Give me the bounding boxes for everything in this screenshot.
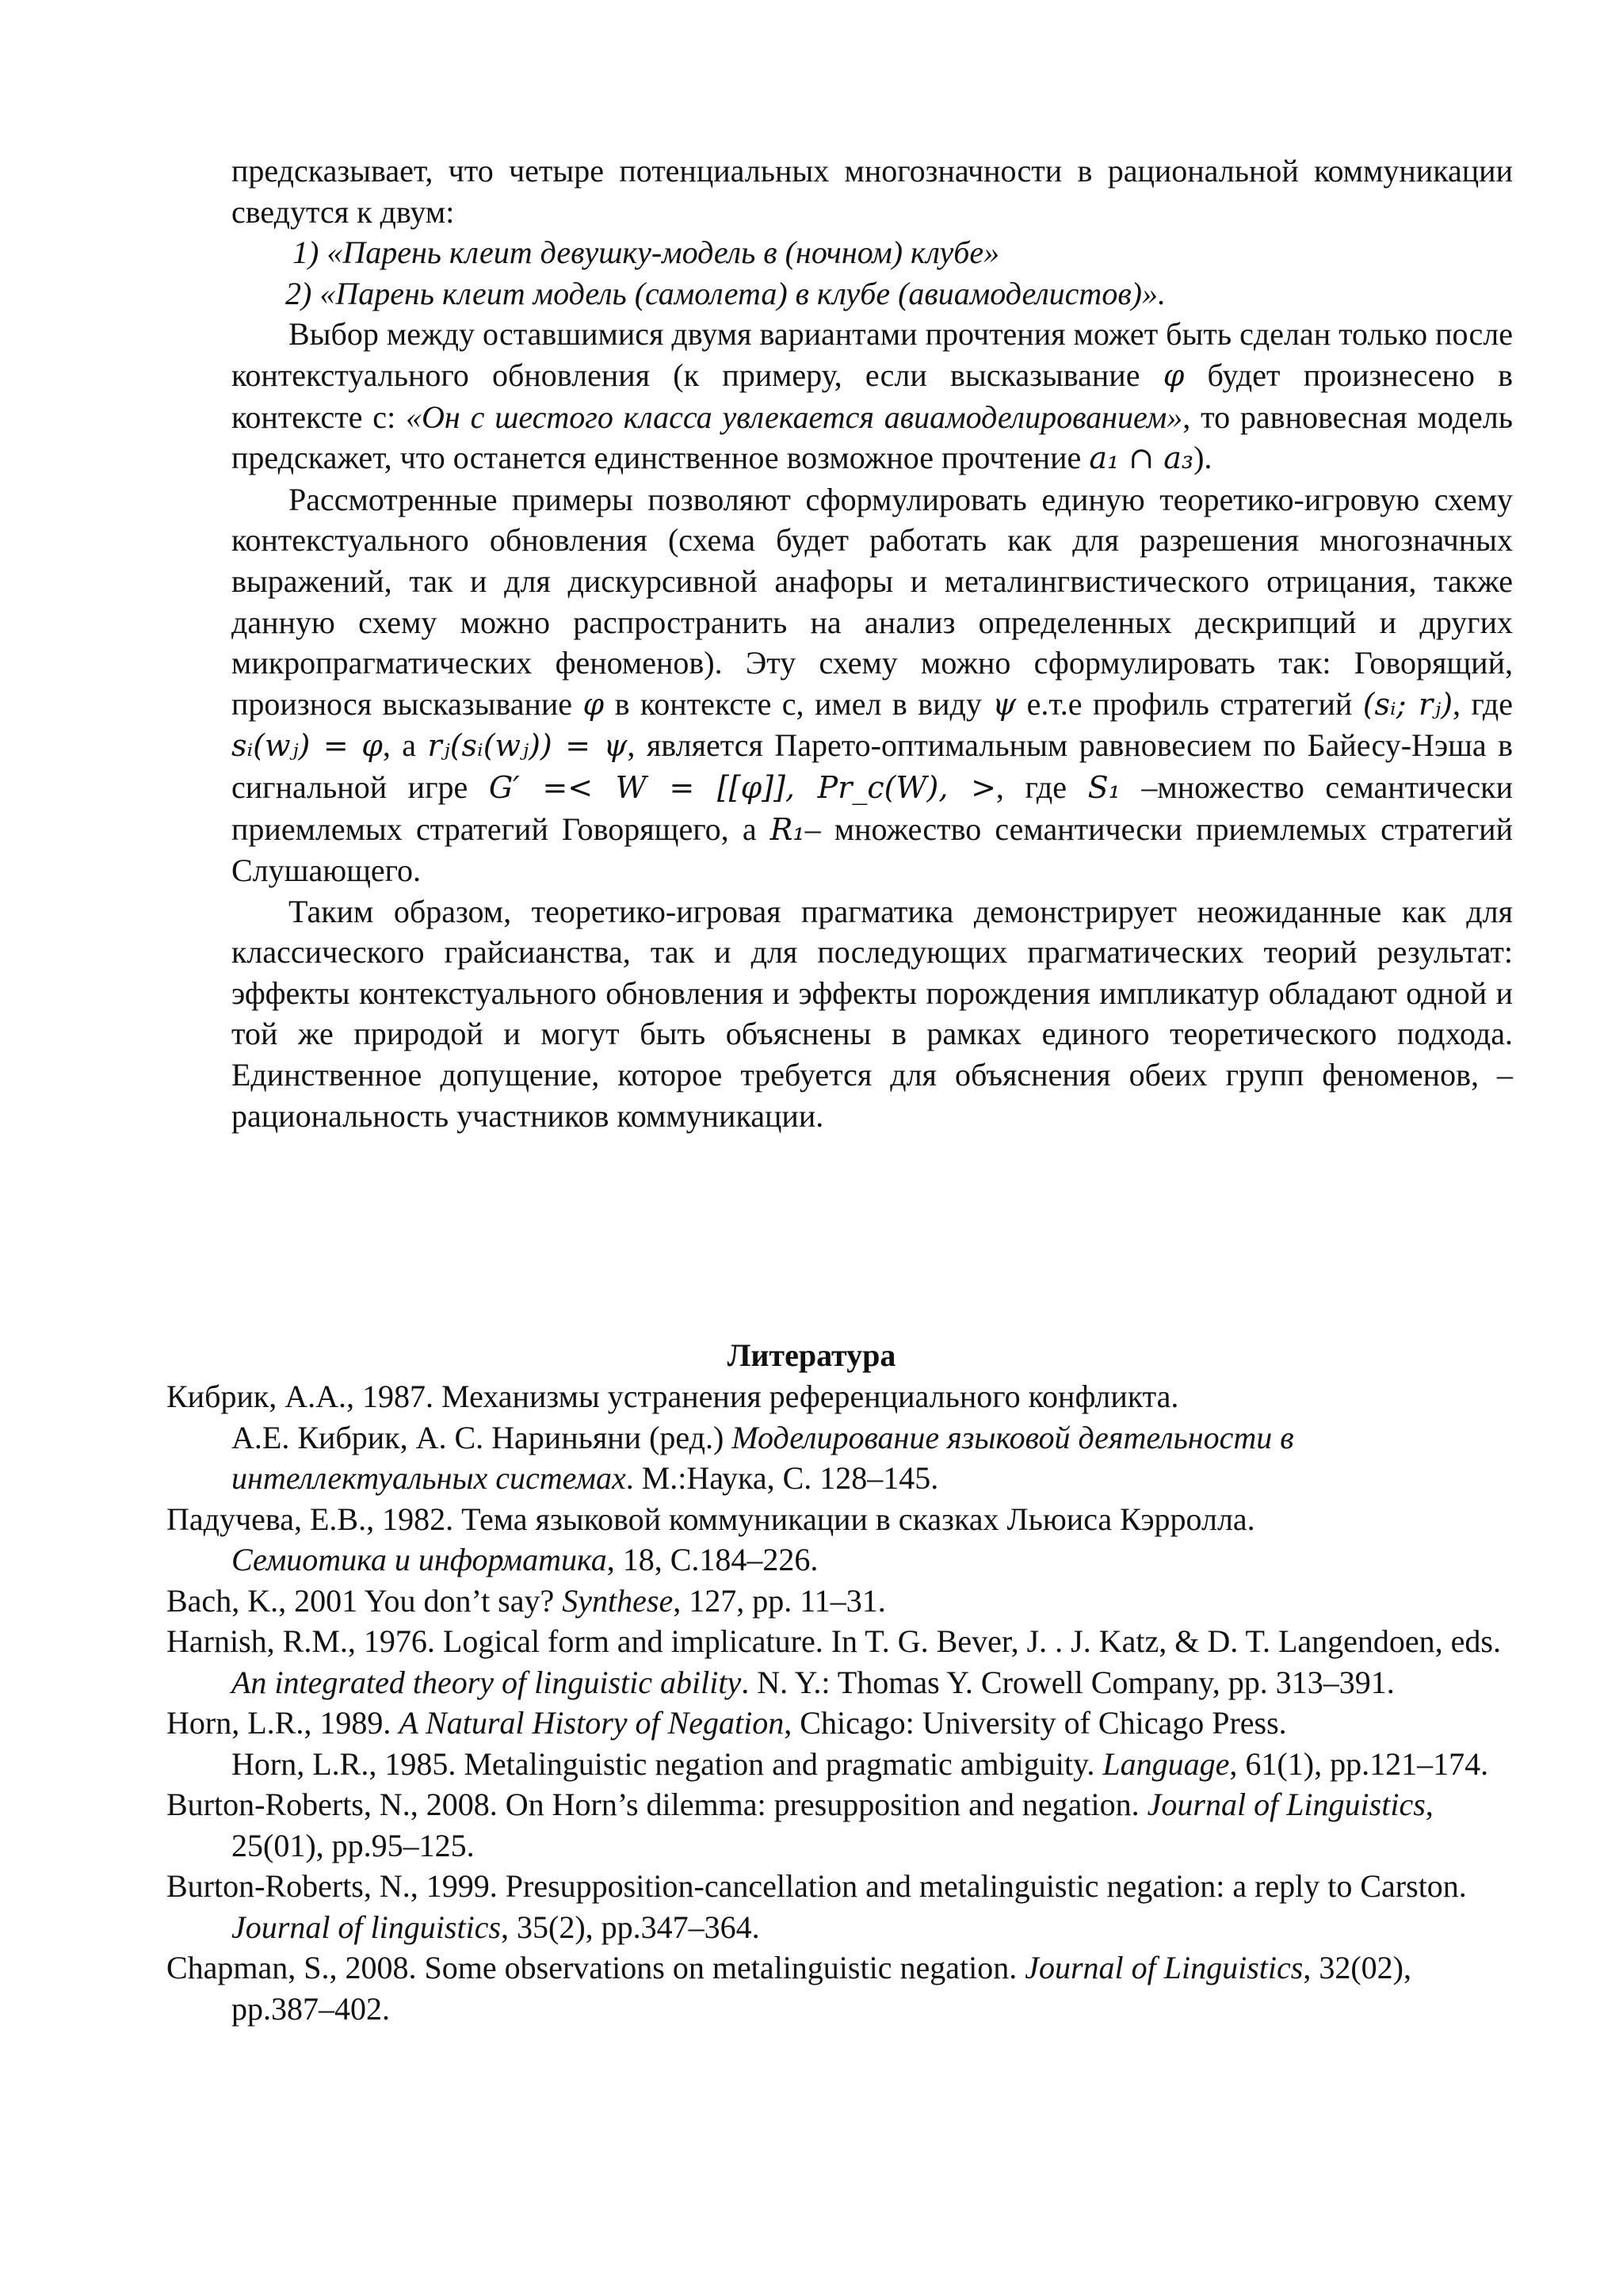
reference-text: Horn, L.R., 1985. Metalinguistic negation and pragmatic ambiguity. — [231, 1745, 1103, 1782]
formula-hearer-strategy: rⱼ(sᵢ(wⱼ)) = ψ — [427, 728, 628, 764]
paragraph-3-text-i: – множество семантически приемлемых стратегий Слушающего. — [231, 810, 1513, 889]
reference-item — [166, 1621, 1514, 1703]
reference-text: , 32(02), pp.387–402. — [231, 1950, 1411, 2027]
paragraph-2-text-a: Выбор между оставшимися двумя вариантами прочтения может быть сделан только после контекстуального обновления (к примеру, если высказывание — [231, 316, 1513, 393]
reference-entry — [166, 1947, 1514, 2029]
reference-text: А.Е. Кибрик, А. С. Нариньяни (ред.) — [231, 1419, 732, 1455]
reference-text: Horn, L.R., 1989. — [166, 1705, 399, 1741]
reference-text: Harnish, R.M., 1976. Logical form and implicature. In T. G. Bever, J. . J. Katz, & D. T. Langendoen, eds. — [166, 1623, 1501, 1659]
reference-continuation — [166, 1417, 1514, 1499]
paragraph-3-text-h: –множество семантически приемлемых стратегий Говорящего, а — [231, 769, 1513, 847]
paragraph-3-text-b: в контексте с, имел в виду — [604, 685, 993, 722]
reference-text: , 127, pp. 11–31. — [673, 1582, 886, 1619]
formula-intersection: a₁ ∩ a₃ — [1089, 441, 1194, 476]
formula-strategy-profile: (sᵢ; rⱼ) — [1362, 686, 1453, 722]
reference-entry — [166, 1621, 1514, 1703]
formula-speaker-strategy: sᵢ(wⱼ) = φ — [231, 728, 383, 764]
reference-text: Падучева, Е.В., 1982. Тема языковой коммуникации в сказках Льюиса Кэрролла. — [166, 1501, 1255, 1537]
reference-item — [166, 1703, 1514, 1744]
reference-text: , 25(01), pp.95–125. — [231, 1787, 1434, 1863]
reference-item — [166, 1376, 1514, 1417]
reference-text: . N. Y.: Thomas Y. Crowell Company, pp. 313–391. — [741, 1664, 1395, 1700]
reference-text: Кибрик, А.А., 1987. Механизмы устранения референциального конфликта. — [166, 1379, 1179, 1414]
paragraph-2 — [231, 314, 1513, 479]
reading-2: 2) «Парень клеит модель (самолета) в клубе (авиамоделистов)». — [285, 275, 1166, 311]
reference-item — [166, 1784, 1514, 1866]
paragraph-3-text-f: , является Парето-оптимальным равновесием по Байесу-Нэша в сигнальной игре — [231, 727, 1513, 805]
formula-phi: φ — [1163, 357, 1185, 393]
reference-source-title: Journal of Linguistics — [1147, 1787, 1426, 1822]
reference-text: Burton-Roberts, N., 2008. On Horn’s dilemma: presupposition and negation. — [166, 1787, 1148, 1822]
reference-text: Bach, K., 2001 You don’t say? — [166, 1582, 563, 1619]
reference-continuation — [166, 1744, 1514, 1785]
paragraph-2-text-b: будет произнесено в контексте с: — [231, 357, 1513, 435]
reference-text: , 61(1), pp.121–174. — [1229, 1745, 1489, 1782]
reference-source-title: Моделирование языковой деятельности в интеллектуальных системах — [231, 1419, 1294, 1496]
body-text — [231, 151, 1513, 1136]
formula-phi: φ — [582, 686, 605, 722]
reference-text: Chapman, S., 2008. Some observations on metalinguistic negation. — [166, 1950, 1025, 1985]
context-quote: «Он с шестого класса увлекается авиамоделированием» — [406, 399, 1183, 435]
reference-source-title: Journal of Linguistics — [1025, 1950, 1304, 1985]
reference-text: , 18, С.184–226. — [606, 1542, 819, 1577]
reference-text: Burton-Roberts, N., 1999. Presupposition-cancellation and metalinguistic negation: a reply to Carston. — [166, 1868, 1467, 1904]
reference-source-title: Language — [1102, 1745, 1230, 1782]
reference-item — [166, 1581, 1514, 1622]
reference-entry — [166, 1703, 1514, 1784]
reference-source-title: Journal of linguistics — [231, 1909, 501, 1945]
reference-source-title: Семиотика и информатика — [231, 1542, 607, 1577]
reference-item — [166, 1499, 1514, 1540]
formula-signaling-game: G′ =< W = [[φ]], Pr_c(W), > — [488, 769, 996, 805]
references-title: Литература — [727, 1337, 896, 1373]
reference-source-title: A Natural History of Negation — [399, 1705, 785, 1741]
formula-psi: ψ — [992, 686, 1017, 722]
paragraph-3-text-d: , где — [1453, 685, 1514, 722]
paragraph-4-text: Таким образом, теоретико-игровая прагматика демонстрирует неожиданные как для классического грайсианства, так и для последующих прагматических теорий результат: эффекты контекстуального обновления и эффекты порождения импликатур обладают одной и той же природой и могут быть объяснены в рамках единого теоретического подхода. Единственное допущение, которое требуется для объяснения обеих групп феноменов, – рациональность участников коммуникации. — [231, 893, 1513, 1134]
references-list — [166, 1376, 1514, 2029]
formula-r1: R₁ — [769, 811, 805, 847]
reference-entry — [166, 1376, 1514, 1499]
paragraph-1 — [231, 151, 1513, 232]
paragraph-3-text-c: е.т.е профиль стратегий — [1016, 685, 1363, 722]
formula-s1: S₁ — [1087, 769, 1121, 805]
reading-1: 1) «Парень клеит девушку-модель в (ночном) клубе» — [292, 235, 1000, 271]
paragraph-2-text-c: , то равновесная модель предскажет, что останется единственное возможное прочтение — [231, 399, 1514, 476]
paragraph-2-text-d: ). — [1193, 440, 1212, 476]
paragraph-3-text-g: , где — [995, 769, 1088, 805]
reference-text: , 35(2), pp.347–364. — [501, 1909, 760, 1945]
paragraph-3-text-e: , а — [382, 727, 428, 764]
paragraph-4 — [231, 891, 1513, 1137]
reference-continuation — [166, 1539, 1514, 1581]
reference-entry — [166, 1581, 1514, 1622]
reference-source-title: Synthese — [562, 1582, 674, 1619]
reference-item — [166, 1866, 1514, 1947]
reference-entry — [166, 1866, 1514, 1947]
paragraph-3 — [231, 479, 1513, 891]
paragraph-3-text-a: Рассмотренные примеры позволяют сформулировать единую теоретико-игровую схему контекстуального обновления (схема будет работать как для разрешения многозначных выражений, так и для дискурсивной анафоры и металингвистического отрицания, также данную схему можно распространить на анализ определенных дескрипций и других микропрагматических феноменов). Эту схему можно сформулировать так: Говорящий, произнося высказывание — [231, 481, 1513, 722]
reference-text: , Chicago: University of Chicago Press. — [784, 1705, 1287, 1741]
paragraph-1-text: предсказывает, что четыре потенциальных многозначности в рациональной коммуникации сведутся к двум: — [231, 153, 1513, 230]
reference-text: . М.:Наука, С. 128–145. — [625, 1460, 939, 1496]
reference-entry — [166, 1499, 1514, 1581]
reference-source-title: An integrated theory of linguistic ability — [231, 1664, 742, 1700]
reference-item — [166, 1947, 1514, 2029]
reference-entry — [166, 1784, 1514, 1866]
